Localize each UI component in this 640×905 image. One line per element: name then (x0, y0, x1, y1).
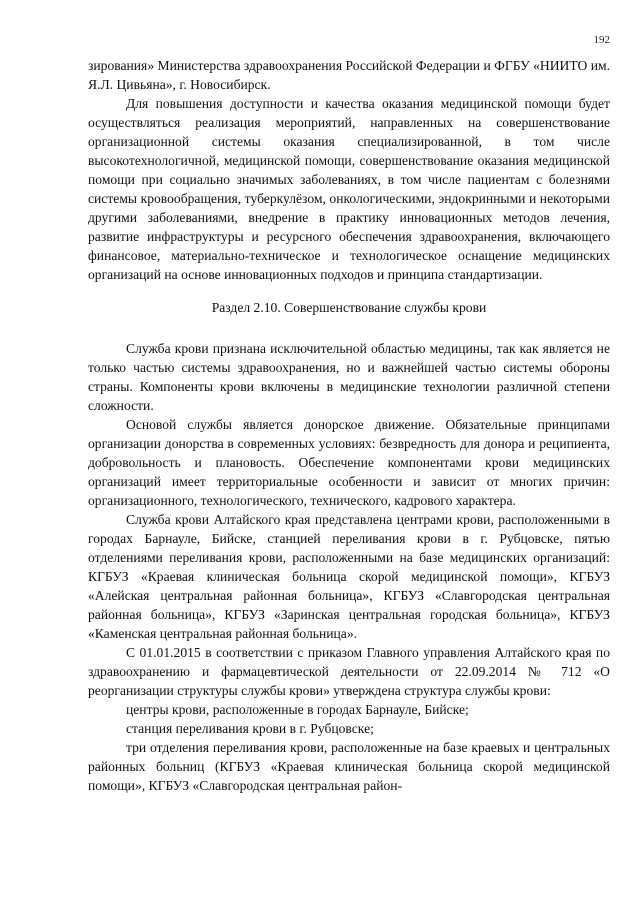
paragraph-order-2015: С 01.01.2015 в соответствии с приказом Главного управления Алтайского края по здравоохранению и фармацевтической деятельности от 22.09.2014 № 712 «О реорганизации структуры службы крови» утверждена структура службы крови: (88, 645, 610, 698)
list-item-transfusion-departments: три отделения переливания крови, расположенные на базе краевых и центральных районных больниц (КГБУЗ «Краевая клиническая больница скорой медицинской помощи», КГБУЗ «Славгородская центральная район- (88, 740, 610, 793)
paragraph-altai-structure: Служба крови Алтайского края представлена центрами крови, расположенными в городах Барнауле, Бийске, станцией переливания крови в г. Рубцовске, пятью отделениями переливания крови, расположенными на базе медицинских организаций: КГБУЗ «Краевая клиническая больница скорой медицинской помощи», КГБУЗ «Алейская центральная районная больница», КГБУЗ «Славгородская центральная районная больница», КГБУЗ «Заринская центральная городская больница», КГБУЗ «Каменская центральная районная больница». (88, 512, 610, 641)
document-body (88, 56, 610, 795)
paragraph-blood-service-intro: Служба крови признана исключительной областью медицины, так как является не только частью системы здравоохранения, но и важнейшей частью системы обороны страны. Компоненты крови включены в медицинские технологии различной степени сложности. (88, 341, 610, 413)
paragraph-accessibility: Для повышения доступности и качества оказания медицинской помощи будет осуществляться реализация мероприятий, направленных на совершенствование организационной системы оказания специализированной, в том числе высокотехнологичной, медицинской помощи, совершенствование оказания медицинской помощи при социально значимых заболеваниях, в том числе пациентам с болезнями системы кровообращения, туберкулёзом, онкологическими, эндокринными и некоторыми другими заболеваниями, внедрение в практику инновационных методов лечения, развитие инфраструктуры и ресурсного обеспечения здравоохранения, включающего финансовое, материально-техническое и технологическое оснащение медицинских организаций на основе инновационных подходов и принципа стандартизации. (88, 96, 610, 282)
section-heading: Раздел 2.10. Совершенствование службы крови (211, 300, 487, 315)
list-item-blood-centers: центры крови, расположенные в городах Барнауле, Бийске; (126, 702, 469, 717)
page-number: 192 (593, 34, 610, 46)
list-item-transfusion-station: станция переливания крови в г. Рубцовске; (126, 721, 374, 736)
paragraph-continuation: зирования» Министерства здравоохранения Российской Федерации и ФГБУ «НИИТО им. Я.Л. Цивьяна», г. Новосибирск. (88, 58, 610, 92)
paragraph-donor-movement: Основой службы является донорское движение. Обязательные принципами организации донорства в современных условиях: безвредность для донора и реципиента, добровольность и плановость. Обеспечение компонентами крови медицинских организаций имеет территориальные особенности и зависит от многих причин: организационного, технологического, технического, кадрового характера. (88, 417, 610, 508)
